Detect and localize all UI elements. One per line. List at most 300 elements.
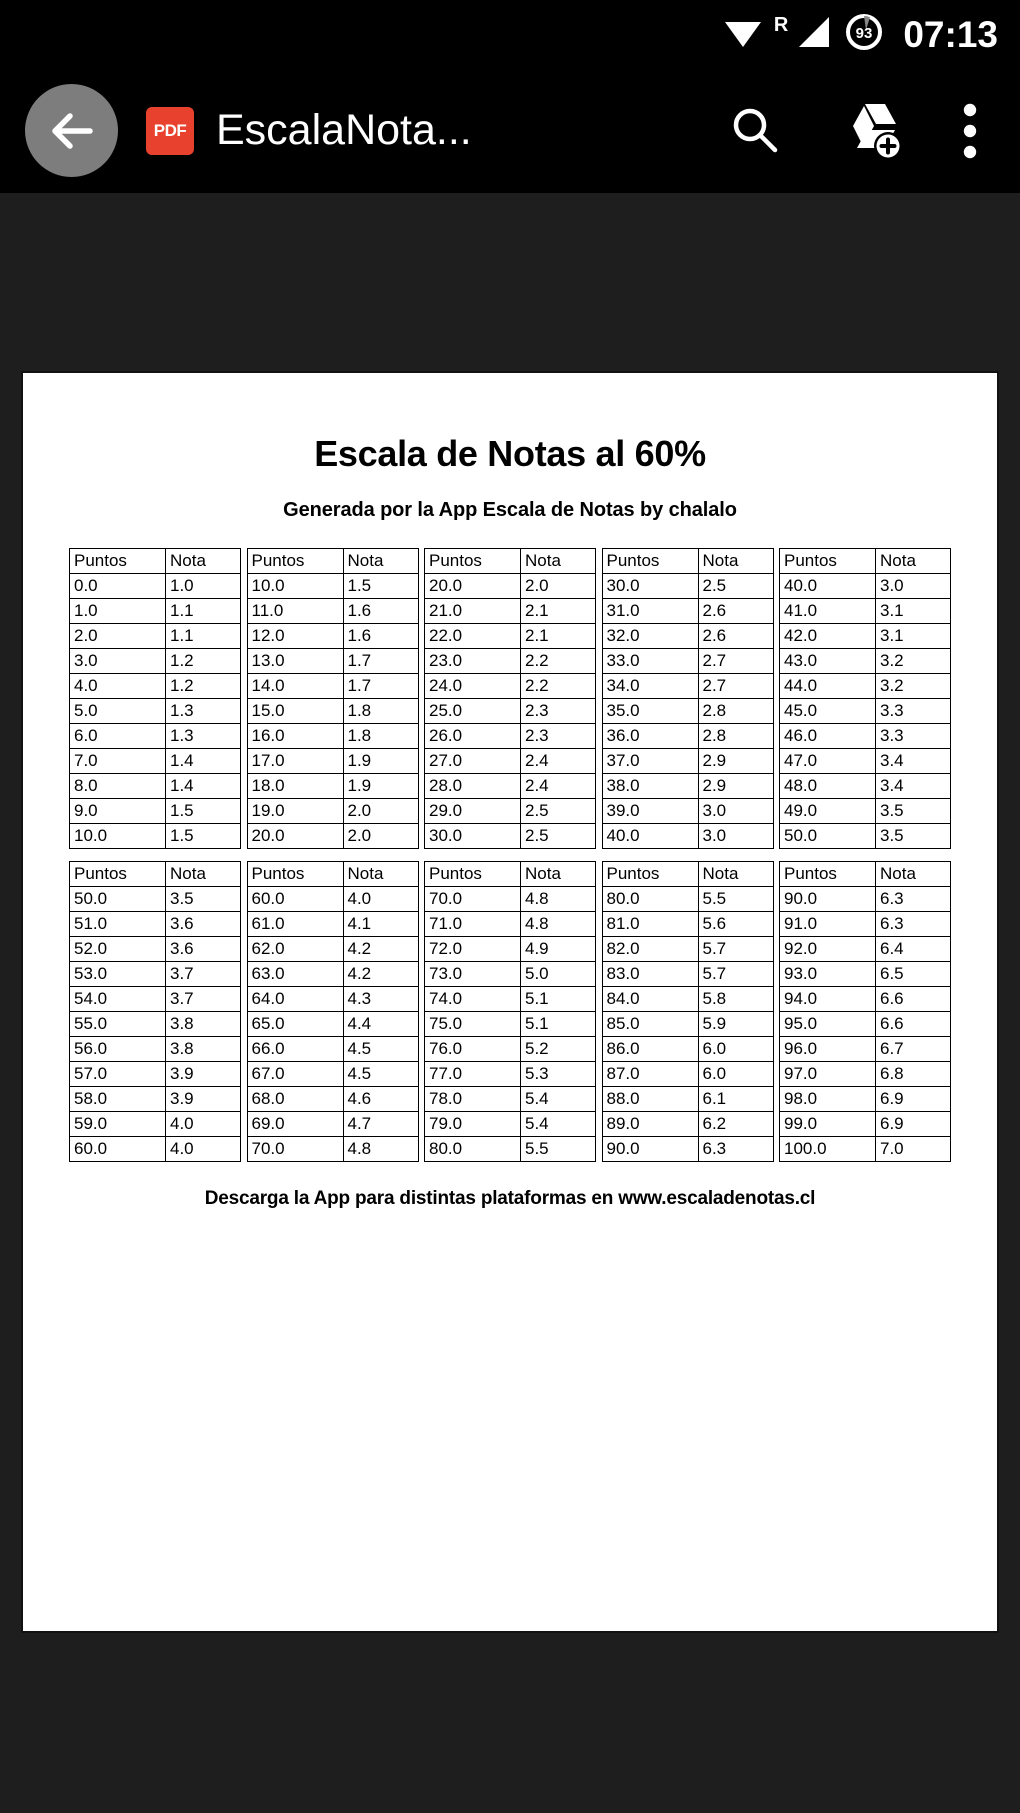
- table-row: [247, 1087, 418, 1112]
- cell-nota: 2.4: [521, 749, 596, 774]
- cell-nota: 2.0: [343, 824, 418, 849]
- cell-puntos: 43.0: [780, 649, 876, 674]
- roaming-indicator-label: R: [773, 14, 789, 36]
- table-row: [247, 699, 418, 724]
- table-row: [70, 824, 241, 849]
- cell-puntos: 20.0: [247, 824, 343, 849]
- table-20-30: [424, 548, 596, 849]
- cell-nota: 5.1: [521, 1012, 596, 1037]
- cell-puntos: 92.0: [780, 937, 876, 962]
- cell-puntos: 65.0: [247, 1012, 343, 1037]
- cell-nota: 2.4: [521, 774, 596, 799]
- cell-puntos: 23.0: [425, 649, 521, 674]
- cell-nota: 2.2: [521, 674, 596, 699]
- cell-nota: 4.3: [343, 987, 418, 1012]
- cell-puntos: 27.0: [425, 749, 521, 774]
- cell-nota: 2.7: [698, 674, 773, 699]
- table-row: [602, 624, 773, 649]
- cell-nota: 3.7: [166, 987, 241, 1012]
- cell-nota: 2.0: [521, 574, 596, 599]
- table-row: [602, 1137, 773, 1162]
- cell-puntos: 11.0: [247, 599, 343, 624]
- cell-nota: 2.1: [521, 624, 596, 649]
- cell-puntos: 18.0: [247, 774, 343, 799]
- table-90-100: [779, 861, 951, 1162]
- cell-nota: 4.0: [166, 1137, 241, 1162]
- cell-puntos: 69.0: [247, 1112, 343, 1137]
- cell-puntos: 100.0: [780, 1137, 876, 1162]
- table-row: [425, 937, 596, 962]
- cell-nota: 4.4: [343, 1012, 418, 1037]
- cell-nota: 4.5: [343, 1062, 418, 1087]
- table-60-70: [247, 861, 419, 1162]
- cell-puntos: 66.0: [247, 1037, 343, 1062]
- table-row: [70, 724, 241, 749]
- table-row: [70, 599, 241, 624]
- cell-puntos: 30.0: [602, 574, 698, 599]
- cellular-signal-icon: [795, 15, 833, 54]
- cell-nota: 3.0: [698, 824, 773, 849]
- table-row: [602, 724, 773, 749]
- table-header-row: [602, 549, 773, 574]
- cell-puntos: 20.0: [425, 574, 521, 599]
- table-row: [602, 887, 773, 912]
- cell-puntos: 48.0: [780, 774, 876, 799]
- status-icon-group: [723, 12, 998, 57]
- table-row: [602, 674, 773, 699]
- table-row: [70, 1062, 241, 1087]
- column-header-puntos: Puntos: [780, 549, 876, 574]
- cell-puntos: 33.0: [602, 649, 698, 674]
- battery-circle-icon: [844, 12, 884, 57]
- grade-scale-tables: [23, 548, 997, 1162]
- cell-nota: 3.5: [876, 824, 951, 849]
- table-row: [425, 624, 596, 649]
- cell-nota: 3.3: [876, 699, 951, 724]
- cell-puntos: 49.0: [780, 799, 876, 824]
- table-row: [780, 649, 951, 674]
- cell-puntos: 41.0: [780, 599, 876, 624]
- cell-nota: 2.6: [698, 624, 773, 649]
- table-row: [247, 1112, 418, 1137]
- cell-nota: 5.0: [521, 962, 596, 987]
- cell-nota: 2.5: [521, 824, 596, 849]
- cell-puntos: 61.0: [247, 912, 343, 937]
- table-row: [247, 824, 418, 849]
- cell-puntos: 16.0: [247, 724, 343, 749]
- cell-puntos: 84.0: [602, 987, 698, 1012]
- table-50-60: [69, 861, 241, 1162]
- table-row: [602, 1112, 773, 1137]
- table-row: [247, 799, 418, 824]
- column-header-nota: Nota: [166, 549, 241, 574]
- column-header-puntos: Puntos: [70, 549, 166, 574]
- table-row: [780, 774, 951, 799]
- table-row: [602, 774, 773, 799]
- cell-puntos: 24.0: [425, 674, 521, 699]
- column-header-puntos: Puntos: [602, 549, 698, 574]
- cell-nota: 6.7: [876, 1037, 951, 1062]
- cell-puntos: 83.0: [602, 962, 698, 987]
- status-bar-clock: 07:13: [903, 13, 998, 55]
- table-row: [602, 1037, 773, 1062]
- table-40-50: [779, 548, 951, 849]
- back-button[interactable]: [25, 84, 118, 177]
- cell-puntos: 40.0: [780, 574, 876, 599]
- cell-nota: 5.5: [521, 1137, 596, 1162]
- cell-nota: 4.8: [521, 887, 596, 912]
- arrow-left-icon: [46, 105, 98, 157]
- table-row: [602, 1012, 773, 1037]
- document-viewer[interactable]: [0, 193, 1020, 1813]
- pdf-page: [22, 372, 998, 1632]
- cell-puntos: 97.0: [780, 1062, 876, 1087]
- table-row: [780, 574, 951, 599]
- cell-nota: 3.4: [876, 749, 951, 774]
- cell-puntos: 25.0: [425, 699, 521, 724]
- cell-puntos: 79.0: [425, 1112, 521, 1137]
- cell-puntos: 93.0: [780, 962, 876, 987]
- table-row: [780, 674, 951, 699]
- cell-puntos: 32.0: [602, 624, 698, 649]
- cell-nota: 5.1: [521, 987, 596, 1012]
- cell-puntos: 5.0: [70, 699, 166, 724]
- table-row: [70, 574, 241, 599]
- table-70-80: [424, 861, 596, 1162]
- table-80-90: [602, 861, 774, 1162]
- cell-puntos: 37.0: [602, 749, 698, 774]
- cell-puntos: 80.0: [425, 1137, 521, 1162]
- cell-puntos: 72.0: [425, 937, 521, 962]
- table-row: [425, 1112, 596, 1137]
- cell-nota: 3.2: [876, 674, 951, 699]
- cell-nota: 1.5: [166, 799, 241, 824]
- cell-puntos: 38.0: [602, 774, 698, 799]
- cell-puntos: 73.0: [425, 962, 521, 987]
- table-row: [247, 724, 418, 749]
- cell-puntos: 26.0: [425, 724, 521, 749]
- cell-nota: 1.2: [166, 649, 241, 674]
- cell-puntos: 55.0: [70, 1012, 166, 1037]
- cell-puntos: 10.0: [247, 574, 343, 599]
- table-row: [780, 1112, 951, 1137]
- table-row: [425, 599, 596, 624]
- cell-puntos: 8.0: [70, 774, 166, 799]
- table-row: [780, 699, 951, 724]
- column-header-nota: Nota: [343, 549, 418, 574]
- cell-nota: 2.6: [698, 599, 773, 624]
- table-row: [425, 749, 596, 774]
- table-row: [70, 749, 241, 774]
- table-header-row: [247, 549, 418, 574]
- table-row: [247, 987, 418, 1012]
- cell-puntos: 31.0: [602, 599, 698, 624]
- cell-puntos: 60.0: [70, 1137, 166, 1162]
- cell-nota: 4.1: [343, 912, 418, 937]
- cell-nota: 2.7: [698, 649, 773, 674]
- table-row: [425, 824, 596, 849]
- table-row: [247, 774, 418, 799]
- cell-nota: 4.9: [521, 937, 596, 962]
- page-title: Escala de Notas al 60%: [314, 433, 706, 474]
- cell-puntos: 21.0: [425, 599, 521, 624]
- cell-puntos: 86.0: [602, 1037, 698, 1062]
- table-row: [780, 824, 951, 849]
- table-row: [602, 1087, 773, 1112]
- cell-nota: 3.6: [166, 937, 241, 962]
- column-header-puntos: Puntos: [70, 862, 166, 887]
- table-row: [70, 649, 241, 674]
- cell-nota: 4.0: [343, 887, 418, 912]
- cell-puntos: 51.0: [70, 912, 166, 937]
- cell-puntos: 85.0: [602, 1012, 698, 1037]
- cell-nota: 5.8: [698, 987, 773, 1012]
- table-row: [602, 699, 773, 724]
- cell-puntos: 58.0: [70, 1087, 166, 1112]
- table-row: [70, 1112, 241, 1137]
- table-row: [602, 749, 773, 774]
- cell-puntos: 87.0: [602, 1062, 698, 1087]
- table-row: [780, 887, 951, 912]
- cell-puntos: 19.0: [247, 799, 343, 824]
- table-row: [247, 574, 418, 599]
- overflow-menu-button[interactable]: [940, 92, 1000, 170]
- cell-nota: 2.3: [521, 724, 596, 749]
- cell-puntos: 56.0: [70, 1037, 166, 1062]
- table-header-row: [780, 549, 951, 574]
- cell-puntos: 9.0: [70, 799, 166, 824]
- cell-puntos: 52.0: [70, 937, 166, 962]
- cell-nota: 3.0: [698, 799, 773, 824]
- table-row: [70, 674, 241, 699]
- cell-puntos: 54.0: [70, 987, 166, 1012]
- cell-puntos: 40.0: [602, 824, 698, 849]
- table-row: [780, 749, 951, 774]
- cell-puntos: 22.0: [425, 624, 521, 649]
- cell-puntos: 45.0: [780, 699, 876, 724]
- cell-puntos: 34.0: [602, 674, 698, 699]
- cell-nota: 3.6: [166, 912, 241, 937]
- cell-puntos: 70.0: [247, 1137, 343, 1162]
- table-row: [602, 962, 773, 987]
- cell-nota: 2.8: [698, 699, 773, 724]
- cell-nota: 1.4: [166, 774, 241, 799]
- table-row: [602, 799, 773, 824]
- table-row: [602, 599, 773, 624]
- search-button[interactable]: [716, 92, 794, 170]
- cell-nota: 6.8: [876, 1062, 951, 1087]
- status-bar: [0, 0, 1020, 68]
- cell-nota: 5.5: [698, 887, 773, 912]
- table-row: [247, 599, 418, 624]
- search-icon: [725, 101, 785, 161]
- cell-nota: 1.9: [343, 774, 418, 799]
- cell-puntos: 77.0: [425, 1062, 521, 1087]
- column-header-puntos: Puntos: [425, 862, 521, 887]
- table-row: [247, 624, 418, 649]
- table-10-20: [247, 548, 419, 849]
- column-header-nota: Nota: [698, 549, 773, 574]
- page-footer: Descarga la App para distintas plataformas en www.escaladenotas.cl: [204, 1188, 816, 1209]
- table-row: [70, 1137, 241, 1162]
- cell-nota: 3.4: [876, 774, 951, 799]
- column-header-nota: Nota: [698, 862, 773, 887]
- table-row: [602, 649, 773, 674]
- cell-puntos: 42.0: [780, 624, 876, 649]
- table-header-row: [247, 862, 418, 887]
- table-row-group-upper: [69, 548, 951, 849]
- cell-nota: 2.9: [698, 774, 773, 799]
- table-0-10: [69, 548, 241, 849]
- cell-nota: 2.1: [521, 599, 596, 624]
- cell-puntos: 28.0: [425, 774, 521, 799]
- cell-nota: 3.5: [876, 799, 951, 824]
- table-row: [425, 1137, 596, 1162]
- table-header-row: [70, 862, 241, 887]
- table-row: [425, 799, 596, 824]
- table-row: [780, 1087, 951, 1112]
- cell-nota: 1.1: [166, 624, 241, 649]
- page-subtitle: Generada por la App Escala de Notas by chalalo: [283, 499, 737, 521]
- table-row: [425, 649, 596, 674]
- cell-puntos: 62.0: [247, 937, 343, 962]
- table-row: [247, 674, 418, 699]
- column-header-nota: Nota: [876, 862, 951, 887]
- add-to-drive-icon: [839, 100, 903, 162]
- cell-nota: 6.3: [876, 912, 951, 937]
- more-vertical-icon: [963, 102, 977, 160]
- table-30-40: [602, 548, 774, 849]
- table-row: [70, 699, 241, 724]
- cell-puntos: 50.0: [70, 887, 166, 912]
- cell-puntos: 36.0: [602, 724, 698, 749]
- column-header-puntos: Puntos: [425, 549, 521, 574]
- table-row: [780, 962, 951, 987]
- cell-puntos: 60.0: [247, 887, 343, 912]
- cell-nota: 6.6: [876, 1012, 951, 1037]
- table-row: [247, 937, 418, 962]
- cell-puntos: 7.0: [70, 749, 166, 774]
- cell-nota: 1.5: [343, 574, 418, 599]
- cell-nota: 5.4: [521, 1087, 596, 1112]
- table-row: [425, 987, 596, 1012]
- cell-nota: 6.5: [876, 962, 951, 987]
- table-row: [425, 574, 596, 599]
- cell-puntos: 47.0: [780, 749, 876, 774]
- table-row: [70, 799, 241, 824]
- column-header-puntos: Puntos: [602, 862, 698, 887]
- cell-puntos: 53.0: [70, 962, 166, 987]
- table-row: [425, 912, 596, 937]
- cell-nota: 2.5: [521, 799, 596, 824]
- cell-nota: 4.2: [343, 937, 418, 962]
- table-row: [70, 962, 241, 987]
- cell-nota: 3.7: [166, 962, 241, 987]
- cell-puntos: 29.0: [425, 799, 521, 824]
- cell-puntos: 50.0: [780, 824, 876, 849]
- cell-nota: 6.2: [698, 1112, 773, 1137]
- table-row: [425, 1012, 596, 1037]
- table-row: [425, 962, 596, 987]
- cell-nota: 2.8: [698, 724, 773, 749]
- table-row: [602, 912, 773, 937]
- cell-puntos: 78.0: [425, 1087, 521, 1112]
- cell-nota: 5.2: [521, 1037, 596, 1062]
- cell-nota: 4.5: [343, 1037, 418, 1062]
- cell-puntos: 13.0: [247, 649, 343, 674]
- cell-nota: 3.1: [876, 624, 951, 649]
- cell-nota: 4.8: [521, 912, 596, 937]
- cell-puntos: 1.0: [70, 599, 166, 624]
- cell-nota: 1.8: [343, 699, 418, 724]
- column-header-nota: Nota: [166, 862, 241, 887]
- cell-nota: 1.0: [166, 574, 241, 599]
- table-header-row: [425, 862, 596, 887]
- cell-puntos: 57.0: [70, 1062, 166, 1087]
- table-row: [602, 937, 773, 962]
- table-row: [602, 574, 773, 599]
- cell-puntos: 75.0: [425, 1012, 521, 1037]
- cell-puntos: 35.0: [602, 699, 698, 724]
- cell-nota: 1.1: [166, 599, 241, 624]
- cell-nota: 3.8: [166, 1012, 241, 1037]
- cell-nota: 1.3: [166, 724, 241, 749]
- table-row-group-lower: [69, 861, 951, 1162]
- cell-nota: 2.0: [343, 799, 418, 824]
- cell-nota: 2.9: [698, 749, 773, 774]
- cell-nota: 6.0: [698, 1062, 773, 1087]
- table-row: [247, 1037, 418, 1062]
- table-row: [425, 699, 596, 724]
- cell-nota: 3.2: [876, 649, 951, 674]
- table-row: [780, 599, 951, 624]
- cell-nota: 1.6: [343, 599, 418, 624]
- table-row: [780, 937, 951, 962]
- cell-puntos: 4.0: [70, 674, 166, 699]
- pdf-file-type-badge: [146, 107, 194, 155]
- table-row: [247, 749, 418, 774]
- cell-nota: 5.7: [698, 937, 773, 962]
- cell-nota: 5.9: [698, 1012, 773, 1037]
- cell-puntos: 91.0: [780, 912, 876, 937]
- cell-nota: 3.1: [876, 599, 951, 624]
- cell-nota: 1.8: [343, 724, 418, 749]
- cell-puntos: 14.0: [247, 674, 343, 699]
- cell-nota: 1.7: [343, 649, 418, 674]
- cell-nota: 2.5: [698, 574, 773, 599]
- cell-nota: 6.1: [698, 1087, 773, 1112]
- table-row: [780, 799, 951, 824]
- cell-nota: 1.9: [343, 749, 418, 774]
- cell-puntos: 80.0: [602, 887, 698, 912]
- column-header-nota: Nota: [521, 549, 596, 574]
- cell-nota: 5.6: [698, 912, 773, 937]
- cell-nota: 3.9: [166, 1062, 241, 1087]
- cell-puntos: 81.0: [602, 912, 698, 937]
- cell-nota: 2.3: [521, 699, 596, 724]
- cell-puntos: 96.0: [780, 1037, 876, 1062]
- table-row: [602, 824, 773, 849]
- cell-puntos: 88.0: [602, 1087, 698, 1112]
- column-header-puntos: Puntos: [780, 862, 876, 887]
- cell-nota: 6.3: [876, 887, 951, 912]
- table-header-row: [602, 862, 773, 887]
- column-header-puntos: Puntos: [247, 862, 343, 887]
- cell-nota: 6.6: [876, 987, 951, 1012]
- column-header-nota: Nota: [521, 862, 596, 887]
- table-row: [247, 1062, 418, 1087]
- add-to-drive-button[interactable]: [832, 92, 910, 170]
